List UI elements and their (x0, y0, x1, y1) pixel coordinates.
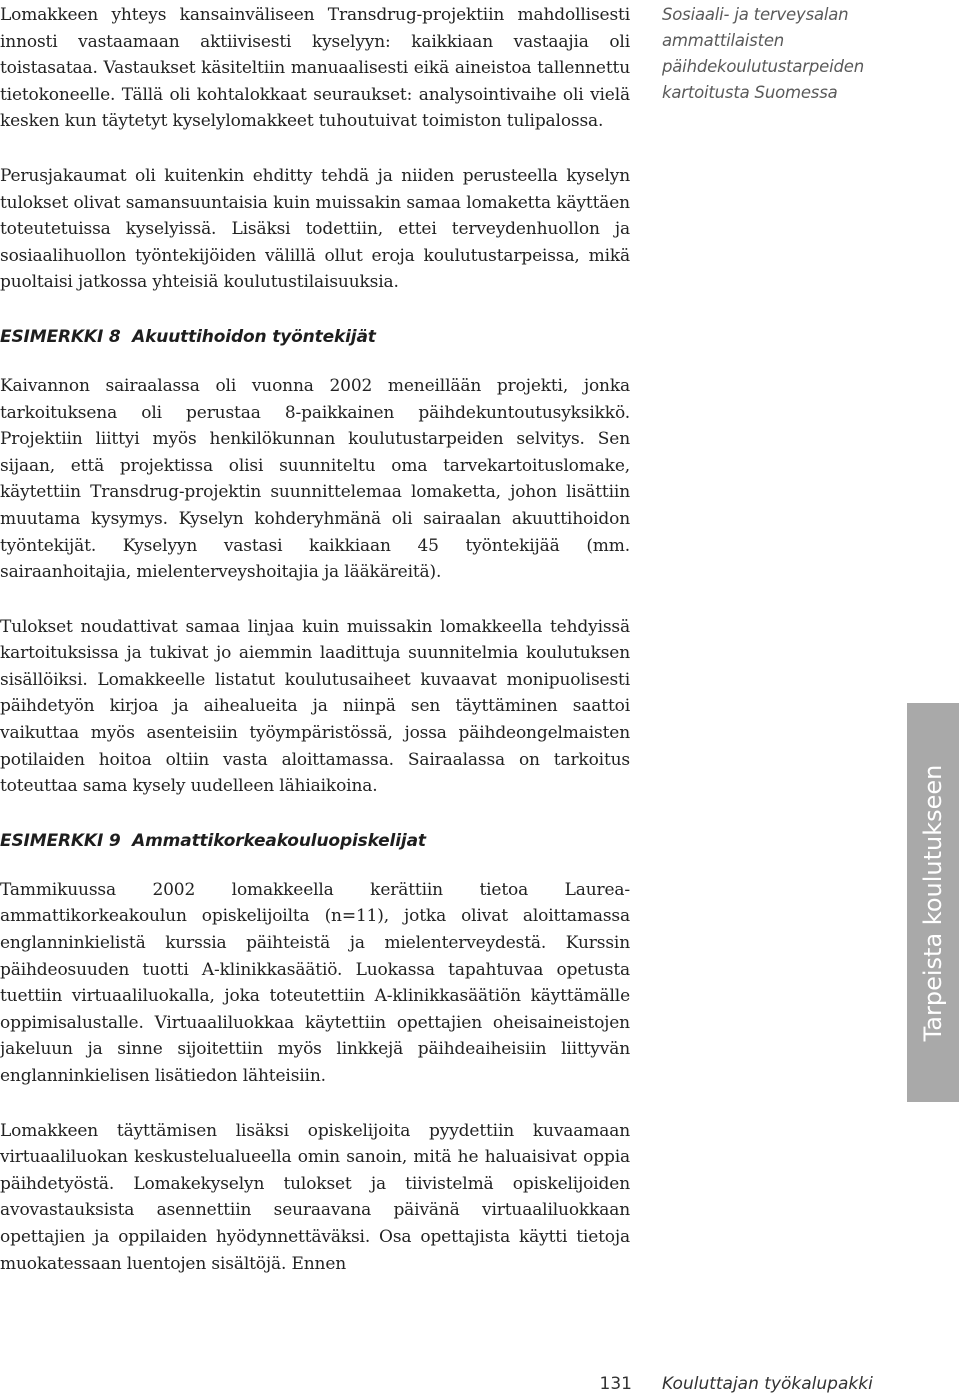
paragraph: Tammikuussa 2002 lomakkeella kerättiin tietoa Laurea-ammattikorkeakoulun opiskelijoilta (n=11), jotka olivat aloittamassa englanninkielistä kurssia päihteistä ja mielenterveydestä. Kurssin päihdeosuuden tuotti A-klinikkasäätiö. Luokassa tapahtuvaa opetusta tuettiin virtuaaliluokalla, joka toteutettiin A-klinikkasäätiön käyttämälle oppimisalustalle. Virtuaaliluokkaa käytettiin opettajien oheisaineistojen jakeluun ja sinne sijoitettiin myös linkkejä päihdeaiheisiin liittyvän englanninkielisen lisätiedon lähteisiin. (0, 879, 630, 1086)
section-heading-example-9: ESIMERKKI 9 Ammattikorkeakouluopiskelijat (0, 830, 426, 851)
footer-title: Kouluttajan työkalupakki (662, 1374, 873, 1394)
chapter-tab-label: Tarpeista koulutukseen (919, 764, 947, 1041)
paragraph: Lomakkeen yhteys kansainväliseen Transdrug-projektiin mahdollisesti innosti vastaamaan aktiivisesti kyselyyn: kaikkiaan vastaajia oli toistasataa. Vastaukset käsiteltiin manuaalisesti eikä aineistoa tallennettu tietokoneelle. Tällä oli kohtalokkaat seuraukset: analysointivaihe oli vielä kesken kun täytetyt kyselylomakkeet tuhoutuivat toimiston tulipalossa. (0, 5, 630, 132)
running-header-line: Sosiaali- ja terveysalan (662, 5, 849, 24)
page-number: 131 (599, 1374, 632, 1394)
running-header-line: ammattilaisten (662, 31, 785, 50)
paragraph: Tulokset noudattivat samaa linjaa kuin muissakin lomakkeella tehdyissä kartoituksissa ja tukivat jo aiemmin laadittuja suunnitelmia koulutuksen sisällöiksi. Lomakkeelle listatut koulutusaiheet kuvaavat monipuolisesti päihdetyön kirjoa ja aihealueita ja niinpä sen täyttäminen saattoi vaikuttaa myös asenteisiin työympäristössä, jossa päihdeongelmaisten potilaiden hoitoa oltiin vasta aloittamassa. Sairaalassa on tarkoitus toteuttaa sama kysely uudelleen lähiaikoina. (0, 616, 630, 797)
paragraph: Kaivannon sairaalassa oli vuonna 2002 meneillään projekti, jonka tarkoituksena oli perustaa 8-paikkainen päihdekuntoutusyksikkö. Projektiin liittyi myös henkilökunnan koulutustarpeiden selvitys. Sen sijaan, että projektissa olisi suunniteltu oma tarvekartoituslomake, käytettiin Transdrug-projektin suunnittelemaa lomaketta, johon lisättiin muutama kysymys. Kyselyn kohderyhmänä oli sairaalan akuuttihoidon työntekijät. Kyselyyn vastasi kaikkiaan 45 työntekijää (mm. sairaanhoitajia, mielenterveyshoitajia ja lääkäreitä). (0, 375, 630, 583)
chapter-tab (907, 703, 959, 1102)
paragraph: Perusjakaumat oli kuitenkin ehditty tehdä ja niiden perusteella kyselyn tulokset olivat samansuuntaisia kuin muissakin samaa lomaketta käyttäen toteutetuissa kyselyissä. Lisäksi todettiin, ettei terveydenhuollon ja sosiaalihuollon työntekijöiden välillä ollut eroja koulutustarpeissa, mikä puoltaisi jatkossa yhteisiä koulutustilaisuuksia. (0, 165, 630, 293)
running-header-note (662, 2, 952, 106)
section-heading-example-8: ESIMERKKI 8 Akuuttihoidon työntekijät (0, 326, 376, 347)
paragraph: Lomakkeen täyttämisen lisäksi opiskelijoita pyydettiin kuvaamaan virtuaaliluokan keskustelualueella omin sanoin, mitä he haluaisivat oppia päihdetyöstä. Lomakekyselyn tulokset ja tiivistelmä opiskelijoiden avovastauksista asennettiin seuraavana päivänä virtuaaliluokkaan opettajien ja oppilaiden hyödynnettäväksi. Osa opettajista käytti tietoja muokatessaan luentojen sisältöjä. Ennen (0, 1120, 630, 1274)
main-text-column (0, 2, 630, 1277)
running-header-line: kartoitusta Suomessa (662, 83, 838, 102)
running-header-line: päihdekoulutustarpeiden (662, 57, 864, 76)
